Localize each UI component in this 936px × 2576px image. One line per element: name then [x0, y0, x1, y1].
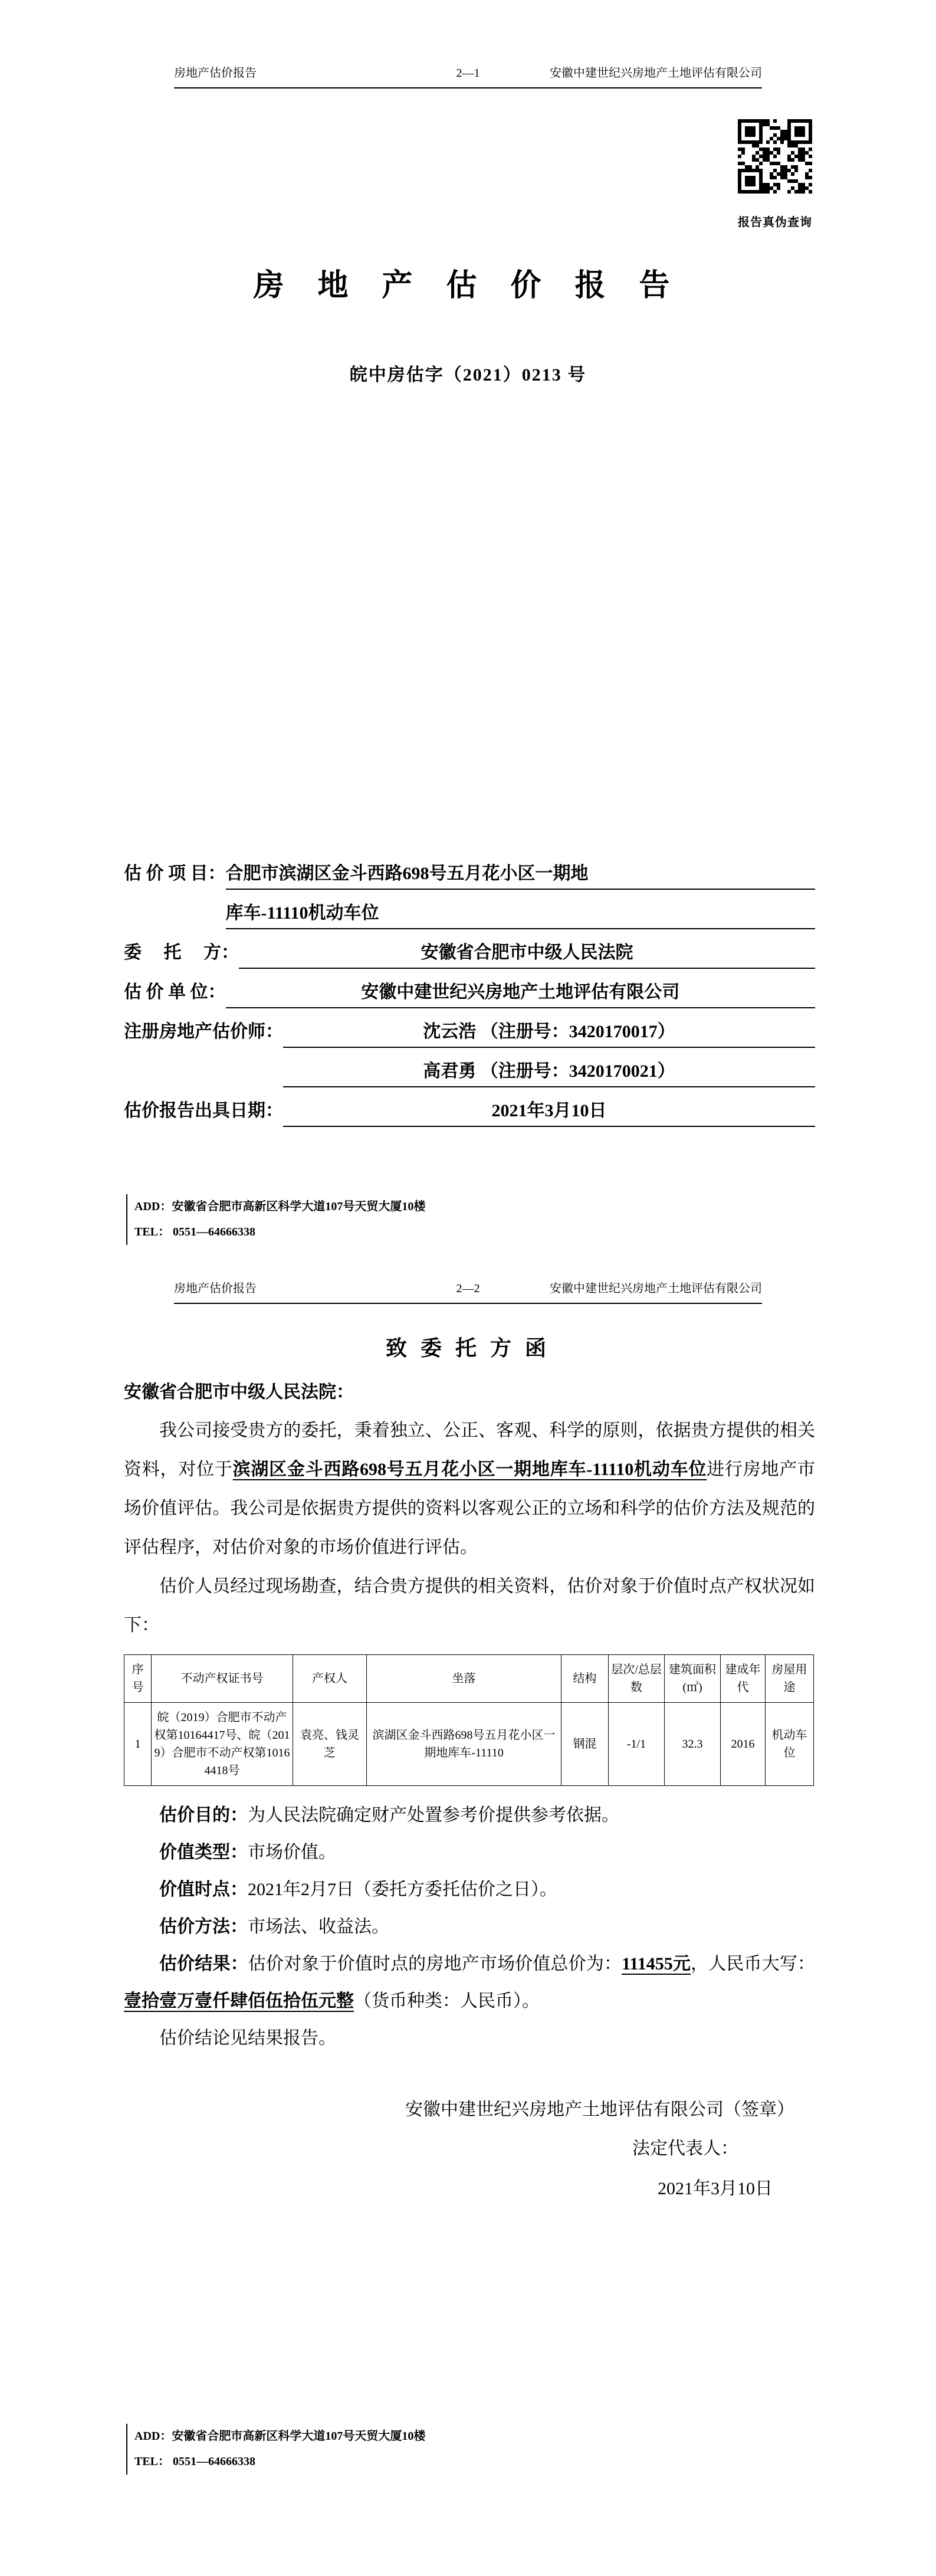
cell-location: 滨湖区金斗西路698号五月花小区一期地库车-11110	[367, 1703, 561, 1786]
page1-running-footer	[126, 1194, 815, 1245]
paragraph-intro-pre: 我公司接受贵方的委托，秉着独立、公正、客观、科学的原则，依据贵方提供的相关资料，对位于	[124, 1421, 815, 1479]
item-method-label: 估价方法：	[159, 1917, 248, 1936]
cell-floor: -1/1	[609, 1703, 665, 1786]
cell-area: 32.3	[665, 1703, 721, 1786]
item-result-pre: 估价对象于价值时点的房地产市场价值总价为：	[248, 1954, 622, 1974]
field-appraiser-1	[124, 1020, 815, 1048]
page-1-cover	[0, 0, 936, 1251]
col-location: 坐落	[367, 1655, 561, 1703]
cell-owner: 袁亮、钱灵芝	[293, 1703, 367, 1786]
item-result-mid: ，人民币大写：	[691, 1954, 816, 1974]
field-project-label: 估 价 项 目：	[124, 864, 226, 883]
field-appraiser-2	[124, 1059, 815, 1087]
item-value-type-text: 市场价值。	[248, 1843, 336, 1862]
col-structure: 结构	[561, 1655, 609, 1703]
item-value-type-label: 价值类型：	[159, 1843, 248, 1862]
item-conclusion: 估价结论见结果报告。	[159, 2028, 336, 2048]
col-year-built: 建成年代	[721, 1655, 766, 1703]
col-usage: 房屋用途	[766, 1655, 814, 1703]
page1-running-header	[174, 66, 762, 89]
field-appraiser-label: 注册房地产估价师：	[124, 1022, 283, 1041]
item-value-type	[124, 1834, 815, 1871]
cover-fields	[124, 861, 815, 1127]
field-appraisal-unit-label: 估 价 单 位：	[124, 982, 226, 1002]
qr-block	[731, 117, 819, 230]
field-appraisal-unit-value: 安徽中建世纪兴房地产土地评估有限公司	[226, 980, 816, 1008]
qr-caption: 报告真伪查询	[738, 216, 812, 229]
header-company: 安徽中建世纪兴房地产土地评估有限公司	[550, 67, 762, 80]
paragraph-intro-property: 滨湖区金斗西路698号五月花小区一期地库车-11110机动车位	[232, 1460, 707, 1479]
cell-year-built: 2016	[721, 1703, 766, 1786]
appraisal-items	[124, 1797, 815, 2057]
signature-date: 2021年3月10日	[658, 2179, 773, 2198]
signature-block	[124, 2097, 815, 2202]
footer-address: ADD：安徽省合肥市高新区科学大道107号天贸大厦10楼	[134, 2430, 426, 2443]
letter-body	[124, 1411, 815, 1645]
item-method-text: 市场法、收益法。	[248, 1917, 389, 1936]
item-purpose-label: 估价目的：	[159, 1805, 248, 1825]
item-result-amount-cn: 壹拾壹万壹仟肆佰伍拾伍元整	[124, 1991, 354, 2011]
col-owner: 产权人	[293, 1655, 367, 1703]
item-method	[124, 1908, 815, 1945]
col-cert-no: 不动产权证书号	[152, 1655, 293, 1703]
field-appraisal-unit	[124, 980, 815, 1008]
header-company: 安徽中建世纪兴房地产土地评估有限公司	[550, 1282, 762, 1295]
report-number: 皖中房估字（2021）0213 号	[349, 365, 587, 385]
item-result-label: 估价结果：	[159, 1954, 248, 1974]
field-issue-date-label: 估价报告出具日期：	[124, 1101, 283, 1120]
item-value-date-text: 2021年2月7日（委托方委托估价之日）。	[248, 1880, 557, 1899]
signature-legal-rep: 法定代表人：	[632, 2139, 738, 2158]
footer-phone: TEL： 0551—64666338	[134, 1225, 256, 1238]
paragraph-intro-post: 进行房地产市场价值评估。我公司是依据贵方提供的资料以客观公正的立场和科学的估价方法及规范的评估程序，对估价对象的市场价值进行评估。	[124, 1460, 816, 1557]
field-client-value: 安徽省合肥市中级人民法院	[239, 940, 815, 969]
field-client	[124, 940, 815, 969]
header-page-number: 2—1	[456, 67, 480, 80]
field-appraiser-1-value: 沈云浩 （注册号：3420170017）	[283, 1020, 815, 1048]
item-result-amount: 111455元	[622, 1954, 691, 1974]
cell-usage: 机动车位	[766, 1703, 814, 1786]
letter-salutation: 安徽省合肥市中级人民法院：	[124, 1382, 354, 1402]
property-rights-table	[124, 1654, 814, 1786]
field-project-value-line1: 合肥市滨湖区金斗西路698号五月花小区一期地	[226, 861, 816, 890]
table-row	[124, 1703, 814, 1786]
item-result-post: （货币种类：人民币）。	[354, 1991, 540, 2011]
field-client-label: 委 托 方：	[124, 943, 239, 962]
cell-seq: 1	[124, 1703, 152, 1786]
table-header-row	[124, 1655, 814, 1703]
field-issue-date-value: 2021年3月10日	[283, 1099, 815, 1127]
field-project-value	[226, 861, 816, 929]
signature-company: 安徽中建世纪兴房地产土地评估有限公司（签章）	[405, 2100, 794, 2119]
field-issue-date	[124, 1099, 815, 1127]
footer-phone: TEL： 0551—64666338	[134, 2455, 256, 2468]
header-doc-title: 房地产估价报告	[174, 67, 257, 80]
header-page-number: 2—2	[456, 1282, 480, 1295]
item-purpose-text: 为人民法院确定财产处置参考价提供参考依据。	[248, 1805, 619, 1825]
item-value-date	[124, 1871, 815, 1908]
field-project-value-line2: 库车-11110机动车位	[226, 901, 816, 929]
field-project	[124, 861, 815, 929]
item-result	[124, 1945, 815, 2020]
col-area: 建筑面积(㎡)	[665, 1655, 721, 1703]
letter-title: 致 委 托 方 函	[385, 1336, 550, 1360]
page2-running-footer	[126, 2424, 815, 2475]
item-value-date-label: 价值时点：	[159, 1880, 248, 1899]
cell-structure: 钢混	[561, 1703, 609, 1786]
page2-running-header	[174, 1282, 762, 1304]
report-title: 房 地 产 估 价 报 告	[253, 269, 683, 303]
footer-address: ADD：安徽省合肥市高新区科学大道107号天贸大厦10楼	[134, 1200, 426, 1213]
page-2-letter	[0, 1251, 936, 2576]
cell-cert-no: 皖（2019）合肥市不动产权第10164417号、皖（2019）合肥市不动产权第10164418号	[152, 1703, 293, 1786]
header-doc-title: 房地产估价报告	[174, 1282, 257, 1295]
col-seq: 序号	[124, 1655, 152, 1703]
paragraph-survey: 估价人员经过现场勘查，结合贵方提供的相关资料，估价对象于价值时点产权状况如下：	[124, 1577, 815, 1635]
field-appraiser-2-value: 高君勇 （注册号：3420170021）	[283, 1059, 815, 1087]
paragraph-intro	[124, 1411, 815, 1567]
qr-code	[735, 119, 815, 198]
col-floor: 层次/总层数	[609, 1655, 665, 1703]
item-purpose	[124, 1797, 815, 1834]
